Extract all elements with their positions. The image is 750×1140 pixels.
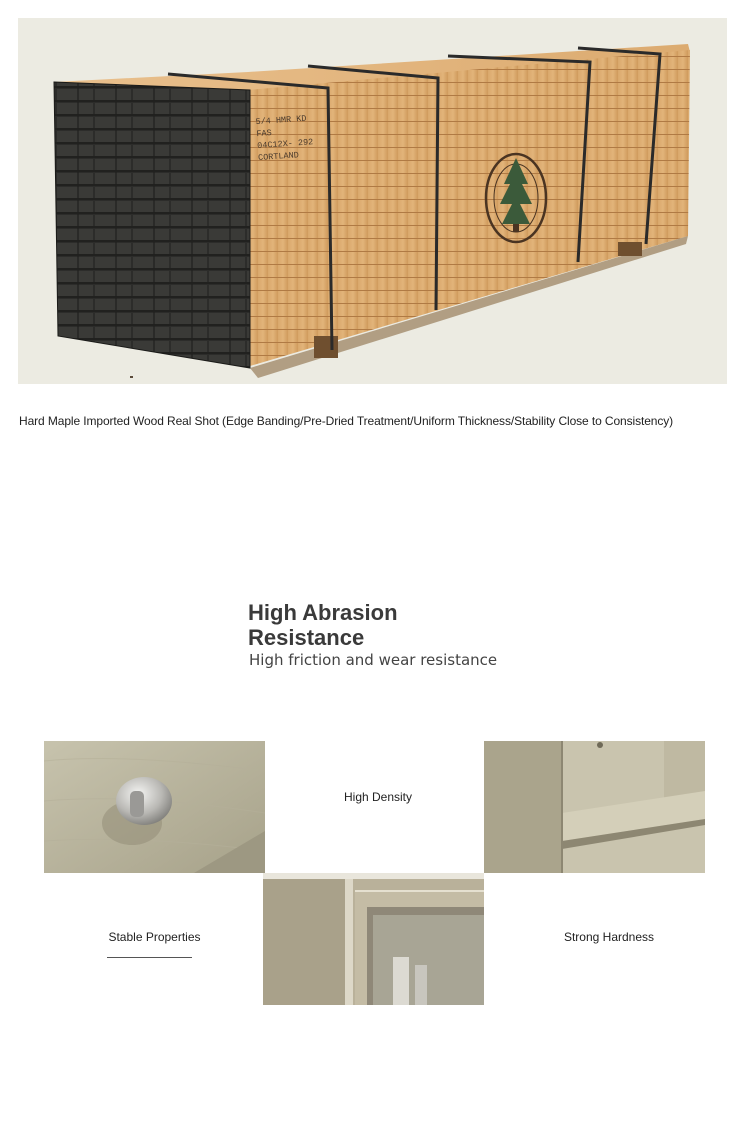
feature-stable-properties [44, 873, 265, 1005]
stamp-line: 04C12X- 292 [256, 137, 314, 152]
shelf-edge-photo [484, 741, 705, 873]
stamp-line: 5/4 HMR KD [255, 113, 307, 128]
section-title: High Abrasion Resistance [248, 600, 398, 650]
feature-underline [107, 957, 192, 958]
product-caption: Hard Maple Imported Wood Real Shot (Edge Banding/Pre-Dried Treatment/Uniform Thickness/Stability Close to Consistency) [19, 414, 674, 428]
cabinet-knob-photo [44, 741, 265, 873]
stamp-line: FAS [256, 128, 273, 140]
door-frame-photo [263, 873, 484, 1005]
stamp-line: CORTLAND [257, 150, 300, 164]
feature-label: Stable Properties [108, 930, 201, 944]
feature-label: High Density [343, 790, 413, 804]
lumber-stack-photo [18, 18, 727, 384]
lumber-stack-illustration [18, 18, 727, 384]
section-subtitle: High friction and wear resistance [249, 651, 498, 669]
feature-label: Strong Hardness [563, 930, 655, 944]
feature-high-density [265, 741, 484, 873]
feature-strong-hardness [484, 873, 705, 1005]
